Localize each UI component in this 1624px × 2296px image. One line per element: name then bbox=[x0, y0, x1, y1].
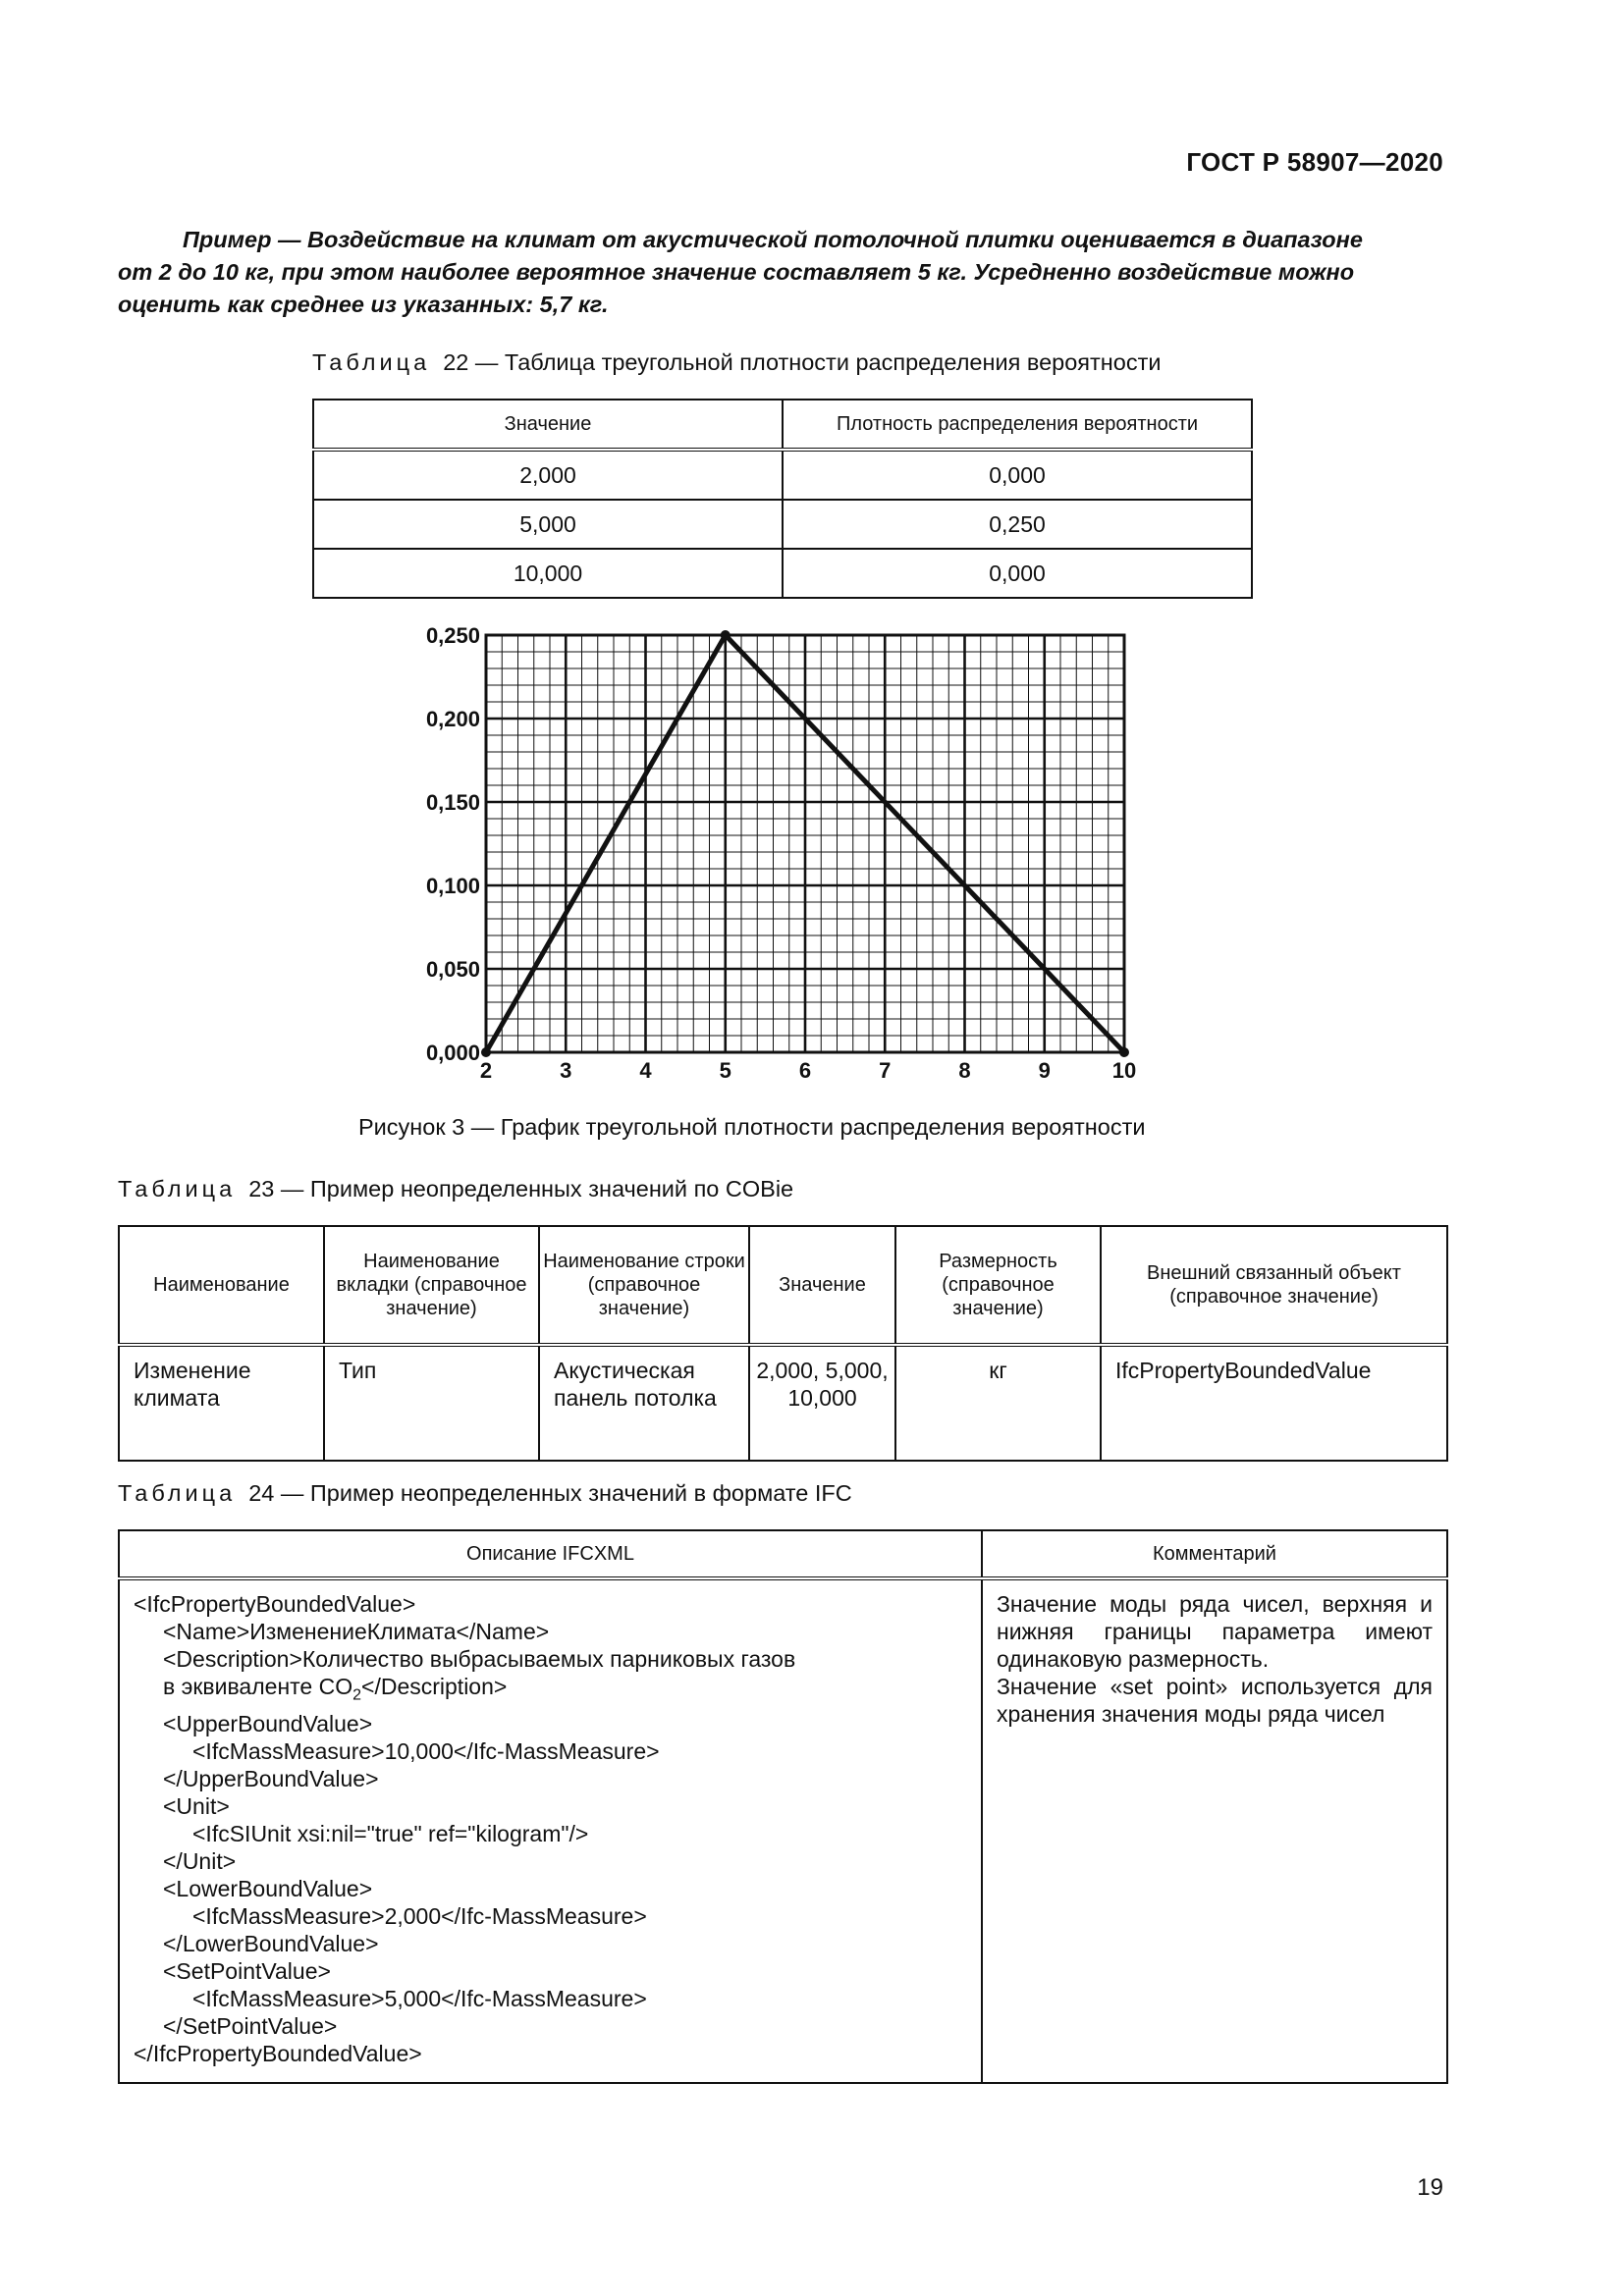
code-line: </IfcPropertyBoundedValue> bbox=[134, 2040, 422, 2066]
y-tick-label: 0,000 bbox=[425, 1041, 480, 1065]
table23-caption bbox=[118, 1176, 793, 1202]
document-code: ГОСТ Р 58907—2020 bbox=[1186, 147, 1443, 177]
table23-cell: 2,000, 5,000, 10,000 bbox=[749, 1345, 895, 1461]
example-line: оценить как среднее из указанных: 5,7 кг. bbox=[118, 292, 609, 317]
comment-paragraph: Значение «set point» используется для хранения значения моды ряда чисел bbox=[997, 1674, 1433, 1727]
code-line: </SetPointValue> bbox=[163, 2012, 338, 2039]
data-point bbox=[721, 630, 731, 640]
table22-cell: 2,000 bbox=[313, 450, 783, 500]
table23-header: Наименование вкладки (справочное значение) bbox=[324, 1226, 539, 1345]
data-point bbox=[1119, 1047, 1129, 1057]
y-tick-label: 0,100 bbox=[425, 874, 480, 898]
code-line: <SetPointValue> bbox=[163, 1957, 331, 1984]
table22-cell: 10,000 bbox=[313, 549, 783, 598]
code-line: <UpperBoundValue> bbox=[163, 1710, 373, 1736]
table23-cell: кг bbox=[895, 1345, 1101, 1461]
table22-cell: 0,000 bbox=[783, 549, 1252, 598]
x-tick-label: 8 bbox=[958, 1058, 971, 1083]
table22-header: Плотность распределения вероятности bbox=[783, 400, 1252, 450]
table-row bbox=[313, 500, 1252, 549]
table24-caption-label: Таблица bbox=[118, 1480, 237, 1506]
example-line: от 2 до 10 кг, при этом наиболее вероятное значение составляет 5 кг. Усредненно воздействие можно bbox=[118, 259, 1355, 285]
table24-caption bbox=[118, 1480, 852, 1507]
code-line: <IfcMassMeasure>10,000</Ifc-MassMeasure> bbox=[192, 1737, 660, 1764]
code-line: </Unit> bbox=[163, 1847, 237, 1874]
code-line: <IfcMassMeasure>2,000</Ifc-MassMeasure> bbox=[192, 1902, 647, 1929]
code-line: <Description>Количество выбрасываемых парниковых газов bbox=[163, 1646, 796, 1672]
table23 bbox=[118, 1225, 1448, 1462]
table24-header: Комментарий bbox=[982, 1530, 1447, 1578]
table23-cell: Акустическая панель потолка bbox=[539, 1345, 749, 1461]
table23-cell: Изменение климата bbox=[119, 1345, 324, 1461]
code-line: <IfcPropertyBoundedValue> bbox=[134, 1591, 416, 1617]
figure-caption: Рисунок 3 — График треугольной плотности распределения вероятности bbox=[358, 1114, 1146, 1140]
table23-caption-text: 23 — Пример неопределенных значений по COBie bbox=[248, 1176, 794, 1201]
x-tick-label: 6 bbox=[798, 1058, 812, 1083]
table22-cell: 5,000 bbox=[313, 500, 783, 549]
code-line: <Name>ИзменениеКлимата</Name> bbox=[163, 1619, 550, 1644]
code-line: <IfcSIUnit xsi:nil="true" ref="kilogram"/> bbox=[192, 1820, 589, 1846]
table22-cell: 0,250 bbox=[783, 500, 1252, 549]
ifcxml-code-cell bbox=[119, 1578, 982, 2083]
table24 bbox=[118, 1529, 1448, 2084]
table23-header: Наименование bbox=[119, 1226, 324, 1345]
table22-cell: 0,000 bbox=[783, 450, 1252, 500]
x-tick-label: 9 bbox=[1038, 1058, 1051, 1083]
table23-header: Внешний связанный объект (справочное значение) bbox=[1101, 1226, 1447, 1345]
table-row bbox=[119, 1345, 1447, 1461]
example-line: Пример — Воздействие на климат от акустической потолочной плитки оценивается в диапазоне bbox=[183, 227, 1363, 252]
x-tick-label: 4 bbox=[639, 1058, 652, 1083]
table24-caption-text: 24 — Пример неопределенных значений в формате IFC bbox=[248, 1480, 852, 1506]
x-tick-label: 3 bbox=[560, 1058, 572, 1083]
x-tick-label: 7 bbox=[879, 1058, 892, 1083]
table22-caption-text: 22 — Таблица треугольной плотности распределения вероятности bbox=[443, 349, 1162, 375]
table22-caption bbox=[312, 349, 1161, 376]
code-text: </Description> bbox=[361, 1674, 508, 1699]
table23-caption-label: Таблица bbox=[118, 1176, 237, 1201]
table23-cell: IfcPropertyBoundedValue bbox=[1101, 1345, 1447, 1461]
code-line bbox=[134, 1673, 980, 1710]
chart-x-tick-labels bbox=[480, 1058, 1136, 1083]
x-tick-label: 5 bbox=[719, 1058, 731, 1083]
code-line: <IfcMassMeasure>5,000</Ifc-MassMeasure> bbox=[192, 1985, 647, 2011]
page-number: 19 bbox=[1417, 2174, 1443, 2201]
code-text: в эквиваленте CO bbox=[163, 1674, 353, 1699]
subscript-text: 2 bbox=[352, 1686, 362, 1704]
table22 bbox=[312, 399, 1253, 599]
y-tick-label: 0,200 bbox=[425, 707, 480, 731]
x-tick-label: 2 bbox=[479, 1058, 493, 1083]
code-line: </UpperBoundValue> bbox=[163, 1765, 379, 1791]
table-row bbox=[313, 450, 1252, 500]
table-row bbox=[119, 1578, 1447, 2083]
code-line: <Unit> bbox=[163, 1792, 230, 1819]
table24-header: Описание IFCXML bbox=[119, 1530, 982, 1578]
comment-cell bbox=[982, 1578, 1447, 2083]
triangular-density-chart bbox=[393, 614, 1159, 1095]
table23-cell: Тип bbox=[324, 1345, 539, 1461]
table23-header: Наименование строки (справочное значение) bbox=[539, 1226, 749, 1345]
comment-paragraph: Значение моды ряда чисел, верхняя и нижняя границы параметра имеют одинаковую размерность. bbox=[997, 1591, 1433, 1672]
table23-header: Размерность (справочное значение) bbox=[895, 1226, 1101, 1345]
table22-caption-label: Таблица bbox=[312, 349, 431, 375]
y-tick-label: 0,050 bbox=[425, 957, 480, 982]
example-paragraph bbox=[118, 224, 1443, 321]
chart-y-tick-labels bbox=[426, 623, 480, 1065]
code-line: </LowerBoundValue> bbox=[163, 1930, 379, 1956]
code-line: <LowerBoundValue> bbox=[163, 1875, 373, 1901]
data-point bbox=[481, 1047, 491, 1057]
y-tick-label: 0,150 bbox=[425, 790, 480, 815]
x-tick-label: 10 bbox=[1111, 1058, 1137, 1083]
table23-header: Значение bbox=[749, 1226, 895, 1345]
table-row bbox=[313, 549, 1252, 598]
table22-header: Значение bbox=[313, 400, 783, 450]
y-tick-label: 0,250 bbox=[425, 623, 480, 648]
